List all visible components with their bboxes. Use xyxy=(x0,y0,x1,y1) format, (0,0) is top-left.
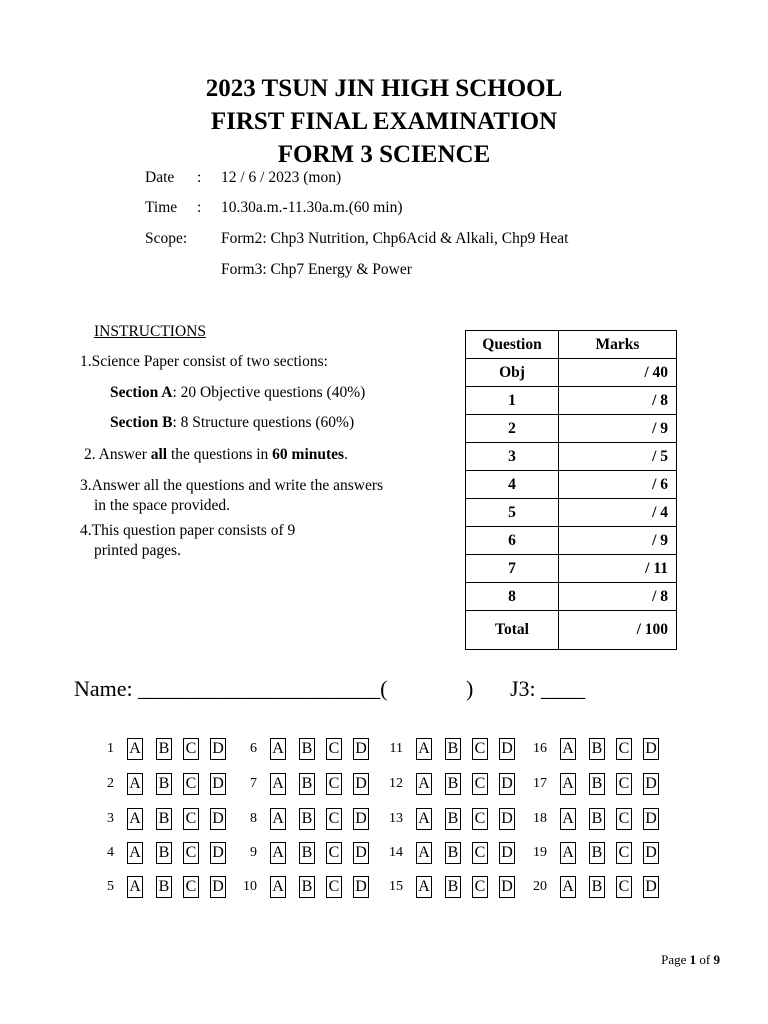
answer-option-box[interactable]: D xyxy=(643,808,659,830)
answer-option-box[interactable]: A xyxy=(127,808,143,830)
instruction-3-number: 3. xyxy=(80,477,92,494)
answer-option-box[interactable]: A xyxy=(560,842,576,864)
table-row xyxy=(466,583,677,611)
scope-label: Scope: xyxy=(145,230,188,247)
subject-title: FORM 3 SCIENCE xyxy=(277,141,491,168)
section-a-line xyxy=(110,383,365,403)
answer-option-box[interactable]: C xyxy=(183,842,199,864)
answer-option-box[interactable]: D xyxy=(353,808,369,830)
answer-option-box[interactable]: C xyxy=(616,842,632,864)
answer-option-box[interactable]: B xyxy=(445,773,461,795)
section-b-label: Section B xyxy=(110,414,173,431)
question-cell: 2 xyxy=(466,415,559,443)
question-number: 16 xyxy=(533,741,547,756)
question-number: 2 xyxy=(107,776,114,791)
instruction-4-line-2: printed pages. xyxy=(94,542,181,559)
school-title: 2023 TSUN JIN HIGH SCHOOL xyxy=(205,75,563,102)
question-number: 4 xyxy=(107,845,114,860)
instruction-3 xyxy=(80,476,383,516)
page-word: Page xyxy=(661,952,690,967)
question-number: 6 xyxy=(250,741,257,756)
instruction-1 xyxy=(80,352,328,372)
answer-option-box[interactable]: C xyxy=(616,876,632,898)
instruction-1-number: 1. xyxy=(80,353,92,370)
answer-option-box[interactable]: C xyxy=(326,738,342,760)
answer-option-box[interactable]: D xyxy=(210,773,226,795)
answer-option-box[interactable]: C xyxy=(472,773,488,795)
answer-option-box[interactable]: B xyxy=(445,876,461,898)
total-row xyxy=(466,611,677,650)
question-number: 3 xyxy=(107,811,114,826)
answer-option-box[interactable]: A xyxy=(270,773,286,795)
answer-option-box[interactable]: B xyxy=(156,738,172,760)
answer-option-box[interactable]: B xyxy=(589,773,605,795)
answer-option-box[interactable]: A xyxy=(270,738,286,760)
marks-cell: / 8 xyxy=(559,387,677,415)
question-number: 20 xyxy=(533,879,547,894)
answer-option-box[interactable]: C xyxy=(326,876,342,898)
instruction-4-line-1: This question paper consists of 9 xyxy=(91,522,296,539)
marks-table xyxy=(465,330,677,650)
instruction-2-number: 2. xyxy=(84,446,96,463)
instruction-4-number: 4. xyxy=(80,522,92,539)
page-footer xyxy=(661,952,720,968)
question-cell: 5 xyxy=(466,499,559,527)
answer-option-box[interactable]: B xyxy=(299,842,315,864)
marks-cell: / 8 xyxy=(559,583,677,611)
name-paren-close: ) xyxy=(466,676,474,701)
table-row xyxy=(466,359,677,387)
marks-cell: / 11 xyxy=(559,555,677,583)
answer-option-box[interactable]: C xyxy=(472,808,488,830)
question-number: 15 xyxy=(389,879,403,894)
answer-option-box[interactable]: B xyxy=(589,876,605,898)
question-number: 8 xyxy=(250,811,257,826)
section-a-label: Section A xyxy=(110,384,173,401)
question-number: 5 xyxy=(107,879,114,894)
question-number: 1 xyxy=(107,741,114,756)
answer-option-box[interactable]: C xyxy=(472,876,488,898)
answer-option-box[interactable]: A xyxy=(416,808,432,830)
answer-option-box[interactable]: A xyxy=(127,842,143,864)
answer-option-box[interactable]: A xyxy=(560,738,576,760)
answer-option-box[interactable]: D xyxy=(643,773,659,795)
instruction-1-text: Science Paper consist of two sections: xyxy=(91,353,328,370)
answer-option-box[interactable]: B xyxy=(589,738,605,760)
answer-option-box[interactable]: A xyxy=(416,738,432,760)
exam-title: FIRST FINAL EXAMINATION xyxy=(210,108,558,135)
answer-option-box[interactable]: C xyxy=(183,808,199,830)
marks-cell: / 4 xyxy=(559,499,677,527)
question-number: 14 xyxy=(389,845,403,860)
answer-option-box[interactable]: D xyxy=(353,773,369,795)
answer-option-box[interactable]: B xyxy=(299,876,315,898)
answer-option-box[interactable]: C xyxy=(183,738,199,760)
answer-option-box[interactable]: C xyxy=(616,773,632,795)
section-b-line xyxy=(110,413,354,433)
answer-option-box[interactable]: B xyxy=(299,808,315,830)
page-number: 1 xyxy=(689,952,697,967)
answer-option-box[interactable]: B xyxy=(589,808,605,830)
answer-option-box[interactable]: A xyxy=(560,773,576,795)
answer-option-box[interactable]: A xyxy=(560,876,576,898)
scope-value-2: Form3: Chp7 Energy & Power xyxy=(221,261,412,278)
question-number: 7 xyxy=(250,776,257,791)
answer-option-box[interactable]: B xyxy=(156,842,172,864)
question-number: 19 xyxy=(533,845,547,860)
question-cell: 7 xyxy=(466,555,559,583)
answer-option-box[interactable]: A xyxy=(560,808,576,830)
answer-option-box[interactable]: C xyxy=(616,808,632,830)
answer-option-box[interactable]: B xyxy=(299,738,315,760)
question-column-header: Question xyxy=(466,331,559,359)
answer-option-box[interactable]: C xyxy=(183,876,199,898)
marks-cell: / 9 xyxy=(559,415,677,443)
question-number: 12 xyxy=(389,776,403,791)
answer-option-box[interactable]: D xyxy=(499,876,515,898)
answer-option-box[interactable]: A xyxy=(270,876,286,898)
marks-cell: / 40 xyxy=(559,359,677,387)
question-number: 18 xyxy=(533,811,547,826)
question-number: 11 xyxy=(389,741,403,756)
answer-option-box[interactable]: B xyxy=(445,808,461,830)
of-word: of xyxy=(696,952,714,967)
marks-column-header: Marks xyxy=(559,331,677,359)
answer-option-box[interactable]: D xyxy=(353,842,369,864)
table-row xyxy=(466,499,677,527)
question-number: 9 xyxy=(250,845,257,860)
answer-option-box[interactable]: A xyxy=(270,842,286,864)
answer-option-box[interactable]: B xyxy=(589,842,605,864)
answer-option-box[interactable]: D xyxy=(353,876,369,898)
answer-option-box[interactable]: D xyxy=(643,842,659,864)
date-value: 12 / 6 / 2023 (mon) xyxy=(221,169,342,186)
table-row xyxy=(466,415,677,443)
question-cell: 3 xyxy=(466,443,559,471)
time-value: 10.30a.m.-11.30a.m.(60 min) xyxy=(221,199,403,216)
instruction-3-line-2: in the space provided. xyxy=(94,497,231,514)
question-cell: 1 xyxy=(466,387,559,415)
question-cell: 6 xyxy=(466,527,559,555)
answer-option-box[interactable]: D xyxy=(499,773,515,795)
date-label: Date xyxy=(145,169,175,186)
instruction-2-pre: Answer xyxy=(95,446,151,463)
instruction-4 xyxy=(80,521,295,561)
answer-option-box[interactable]: D xyxy=(499,808,515,830)
question-cell: Obj xyxy=(466,359,559,387)
table-row xyxy=(466,443,677,471)
question-number: 13 xyxy=(389,811,403,826)
answer-option-box[interactable]: C xyxy=(326,773,342,795)
total-marks: / 100 xyxy=(559,611,677,650)
name-field[interactable]: Name: ______________________( xyxy=(74,676,388,701)
question-cell: 4 xyxy=(466,471,559,499)
question-number: 17 xyxy=(533,776,547,791)
section-b-text: : 8 Structure questions (60%) xyxy=(172,414,355,431)
answer-option-box[interactable]: B xyxy=(445,842,461,864)
marks-cell: / 9 xyxy=(559,527,677,555)
total-label: Total xyxy=(466,611,559,650)
answer-option-box[interactable]: D xyxy=(210,738,226,760)
answer-option-box[interactable]: C xyxy=(183,773,199,795)
instruction-3-line-1: Answer all the questions and write the answers xyxy=(91,477,384,494)
answer-option-box[interactable]: D xyxy=(210,808,226,830)
time-label: Time xyxy=(145,199,178,216)
answer-option-box[interactable]: A xyxy=(416,876,432,898)
page-total: 9 xyxy=(713,952,720,967)
answer-option-box[interactable]: A xyxy=(127,876,143,898)
answer-option-box[interactable]: A xyxy=(127,773,143,795)
time-colon: : xyxy=(197,199,202,216)
question-cell: 8 xyxy=(466,583,559,611)
instruction-2-bold-duration: 60 minutes xyxy=(272,446,345,463)
answer-option-box[interactable]: D xyxy=(643,738,659,760)
instruction-2-bold-all: all xyxy=(150,446,168,463)
answer-option-box[interactable]: C xyxy=(616,738,632,760)
table-row xyxy=(466,387,677,415)
answer-option-box[interactable]: A xyxy=(270,808,286,830)
answer-option-box[interactable]: C xyxy=(472,842,488,864)
answer-option-box[interactable]: A xyxy=(416,773,432,795)
section-a-text: : 20 Objective questions (40%) xyxy=(172,384,366,401)
marks-table-header xyxy=(466,331,677,359)
answer-option-box[interactable]: B xyxy=(156,876,172,898)
answer-option-box[interactable]: B xyxy=(299,773,315,795)
answer-option-box[interactable]: D xyxy=(210,876,226,898)
answer-option-box[interactable]: C xyxy=(326,842,342,864)
date-colon: : xyxy=(197,169,202,186)
answer-option-box[interactable]: C xyxy=(326,808,342,830)
marks-cell: / 5 xyxy=(559,443,677,471)
answer-option-box[interactable]: D xyxy=(210,842,226,864)
instructions-heading: INSTRUCTIONS xyxy=(94,323,206,340)
table-row xyxy=(466,471,677,499)
marks-cell: / 6 xyxy=(559,471,677,499)
answer-option-box[interactable]: B xyxy=(156,808,172,830)
answer-option-box[interactable]: A xyxy=(416,842,432,864)
question-number: 10 xyxy=(243,879,257,894)
answer-option-box[interactable]: D xyxy=(643,876,659,898)
answer-option-box[interactable]: C xyxy=(472,738,488,760)
answer-option-box[interactable]: D xyxy=(499,738,515,760)
instruction-2-post: . xyxy=(344,446,348,463)
table-row xyxy=(466,527,677,555)
answer-option-box[interactable]: D xyxy=(353,738,369,760)
instruction-2 xyxy=(84,445,348,465)
table-row xyxy=(466,555,677,583)
instruction-2-mid: the questions in xyxy=(167,446,273,463)
answer-option-box[interactable]: B xyxy=(156,773,172,795)
answer-option-box[interactable]: A xyxy=(127,738,143,760)
answer-option-box[interactable]: B xyxy=(445,738,461,760)
class-field[interactable]: J3: ____ xyxy=(510,676,586,701)
answer-option-box[interactable]: D xyxy=(499,842,515,864)
scope-value-1: Form2: Chp3 Nutrition, Chp6Acid & Alkali, Chp9 Heat xyxy=(221,230,569,247)
